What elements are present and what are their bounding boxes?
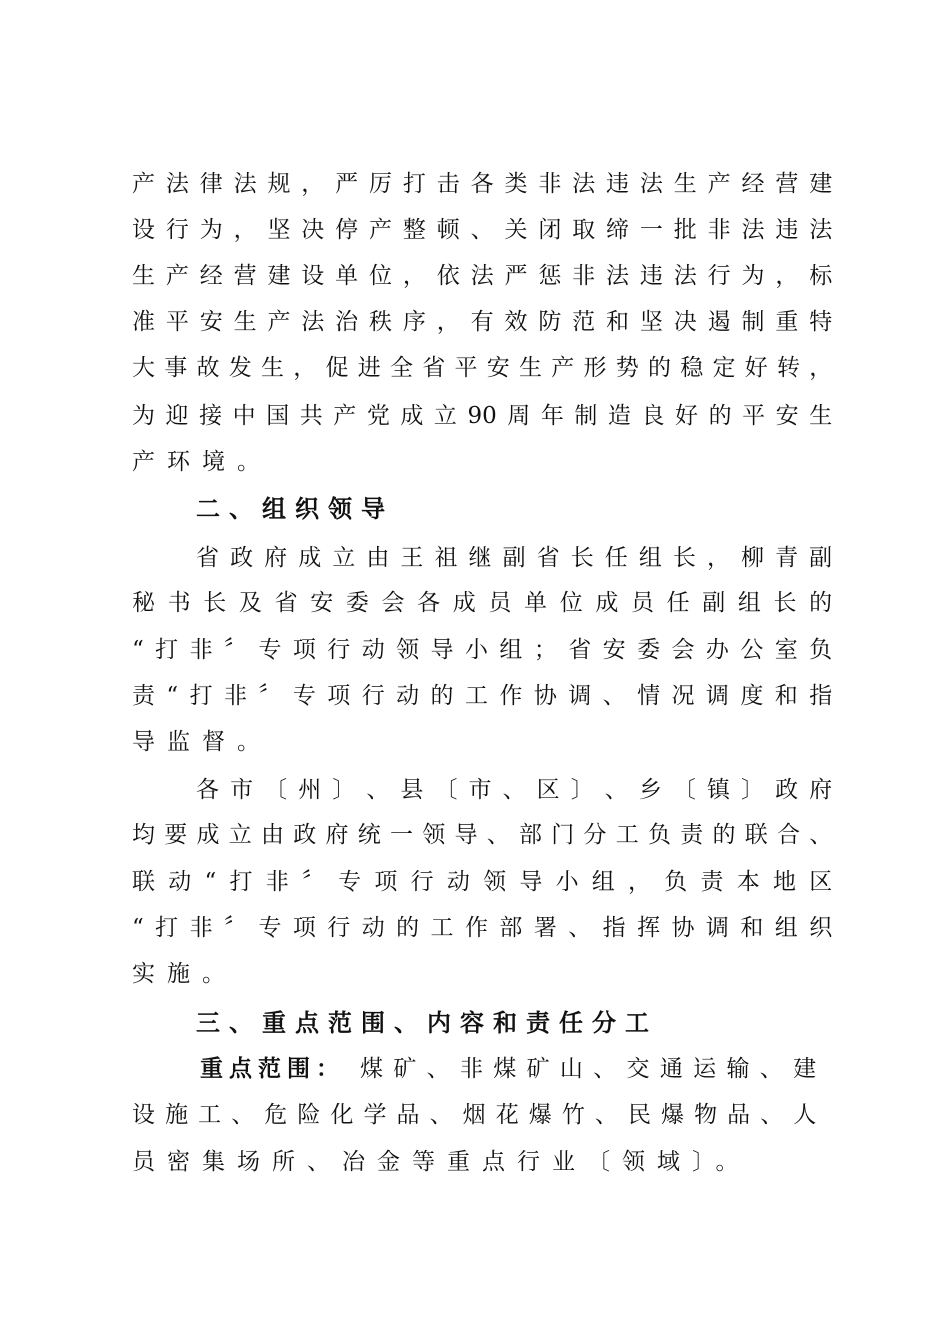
section-heading: 三、重点范围、内容和责任分工: [196, 1009, 658, 1037]
body-text-line: 各市〔州〕、县〔市、区〕、乡〔镇〕政府: [196, 777, 832, 803]
body-text-line: 实施。: [132, 961, 237, 987]
body-text-line: 大事故发生，促进全省平安生产形势的稳定好转，: [132, 355, 832, 381]
body-text-line: 员密集场所、冶金等重点行业〔领域〕。: [132, 1149, 751, 1175]
body-text-line: 设行为，坚决停产整顿、关闭取缔一批非法违法: [132, 217, 832, 243]
body-text-line: 责“打非〞专项行动的工作协调、情况调度和指: [132, 683, 832, 709]
body-text-line: 联动“打非〞专项行动领导小组，负责本地区: [132, 869, 832, 895]
body-text-line: “打非〞专项行动领导小组；省安委会办公室负: [132, 637, 832, 663]
body-text-line: 准平安生产法治秩序，有效防范和坚决遏制重特: [132, 309, 832, 335]
body-text-line: 为迎接中国共产党成立90周年制造良好的平安生: [132, 403, 832, 429]
key-scope-label: 重点范围：: [200, 1056, 345, 1082]
body-text-line: 生产经营建设单位，依法严惩非法违法行为，标: [132, 263, 832, 289]
bold-lead-label: [200, 1049, 350, 1089]
body-text-line: 均要成立由政府统一领导、部门分工负责的联合、: [132, 822, 832, 848]
body-text-line: 秘书长及省安委会各成员单位成员任副组长的: [132, 590, 832, 616]
body-text-line: “打非〞专项行动的工作部署、指挥协调和组织: [132, 915, 832, 941]
body-text-line: 产环境。: [132, 449, 272, 475]
body-text-line: 设施工、危险化学品、烟花爆竹、民爆物品、人: [132, 1102, 816, 1128]
body-text-line: 产法律法规，严厉打击各类非法违法生产经营建: [132, 171, 832, 197]
section-heading: 二、组织领导: [196, 495, 394, 523]
body-text-line: 煤矿、非煤矿山、交通运输、建: [360, 1056, 816, 1082]
body-text-line: 导监督。: [132, 729, 272, 755]
body-text-line: 省政府成立由王祖继副省长任组长，柳青副: [196, 545, 832, 571]
